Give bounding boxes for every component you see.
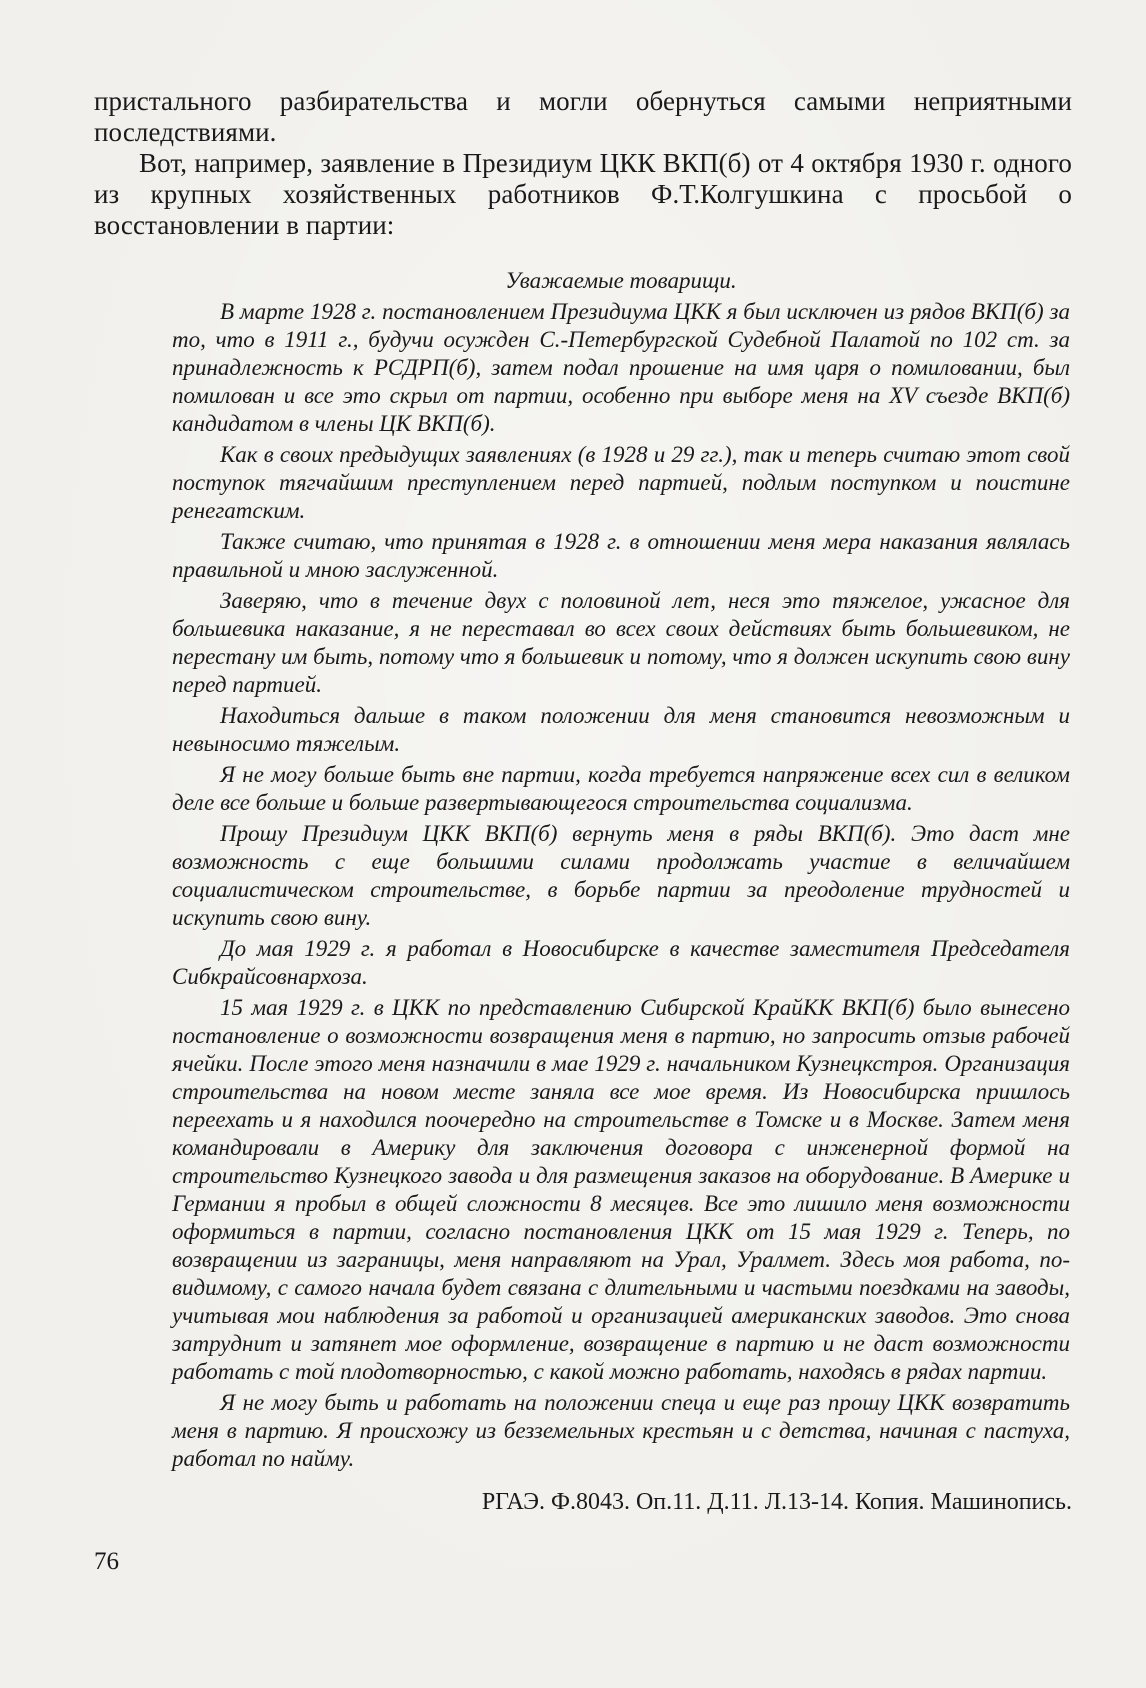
- letter-salutation: Уважаемые товарищи.: [505, 268, 737, 293]
- letter-paragraph: До мая 1929 г. я работал в Новосибирске в качестве заместителя Председателя Сибкрайсовнархоза.: [172, 936, 1070, 989]
- letter-paragraph: Я не могу больше быть вне партии, когда требуется напряжение всех сил в великом деле все больше и больше развертывающегося строительства социализма.: [172, 762, 1070, 815]
- intro-paragraph: Вот, например, заявление в Президиум ЦКК ВКП(б) от 4 октября 1930 г. одного из крупных хозяйственных работников Ф.Т.Колгушкина с просьбой о восстановлении в партии:: [94, 148, 1072, 240]
- letter-paragraph: Как в своих предыдущих заявлениях (в 1928 и 29 гг.), так и теперь считаю этот свой поступок тягчайшим преступлением перед партией, подлым поступком и поистине ренегатским.: [172, 442, 1070, 523]
- letter-paragraph: Заверяю, что в течение двух с половиной лет, неся это тяжелое, ужасное для большевика наказание, я не переставал во всех своих действиях быть большевиком, не перестану им быть, потому что я большевик и потому, что я должен искупить свою вину перед партией.: [172, 588, 1070, 697]
- letter-paragraph: В марте 1928 г. постановлением Президиума ЦКК я был исключен из рядов ВКП(б) за то, что в 1911 г., будучи осужден С.-Петербургской Судебной Палатой по 102 ст. за принадлежность к РСДРП(б), затем подал прошение на имя царя о помиловании, был помилован и все это скрыл от партии, особенно при выборе меня на XV съезде ВКП(б) кандидатом в члены ЦК ВКП(б).: [172, 299, 1070, 436]
- quoted-letter: [94, 267, 1072, 1473]
- page-number: 76: [94, 1548, 119, 1575]
- intro-paragraph-continuation: пристального разбирательства и могли обернуться самыми неприятными последствиями.: [94, 86, 1072, 147]
- archival-source-citation: РГАЭ. Ф.8043. Оп.11. Д.11. Л.13-14. Копия. Машинопись.: [481, 1489, 1072, 1515]
- letter-paragraph: Находиться дальше в таком положении для меня становится невозможным и невыносимо тяжелым.: [172, 703, 1070, 756]
- letter-paragraph: Прошу Президиум ЦКК ВКП(б) вернуть меня в ряды ВКП(б). Это даст мне возможность с еще большими силами продолжать участие в величайшем социалистическом строительстве, в борьбе партии за преодоление трудностей и искупить свою вину.: [172, 821, 1070, 930]
- main-text-block: [94, 86, 1072, 1541]
- letter-paragraph: 15 мая 1929 г. в ЦКК по представлению Сибирской КрайКК ВКП(б) было вынесено постановление о возможности возвращения меня в партию, но запросить отзыв рабочей ячейки. После этого меня назначили в мае 1929 г. начальником Кузнецкстроя. Организация строительства на новом месте заняла все мое время. Из Новосибирска пришлось переехать и я находился поочередно на строительстве в Томске и в Москве. Затем меня командировали в Америку для заключения договора с инженерной формой на строительство Кузнецкого завода и для размещения заказов на оборудование. В Америке и Германии я пробыл в общей сложности 8 месяцев. Все это лишило меня возможности оформиться в партии, согласно постановления ЦКК от 15 мая 1929 г. Теперь, по возвращении из заграницы, меня направляют на Урал, Уралмет. Здесь моя работа, по-видимому, с самого начала будет связана с длительными и частыми поездками на заводы, учитывая мои наблюдения за работой и организацией американских заводов. Это снова затруднит и затянет мое оформление, возвращение в партию и не даст возможности работать с той плодотворностью, с какой можно работать, находясь в рядах партии.: [172, 995, 1070, 1384]
- letter-paragraph: Я не могу быть и работать на положении спеца и еще раз прошу ЦКК возвратить меня в партию. Я происхожу из безземельных крестьян и с детства, начиная с пастуха, работал по найму.: [172, 1390, 1070, 1471]
- letter-paragraph: Также считаю, что принятая в 1928 г. в отношении меня мера наказания являлась правильной и мною заслуженной.: [172, 529, 1070, 582]
